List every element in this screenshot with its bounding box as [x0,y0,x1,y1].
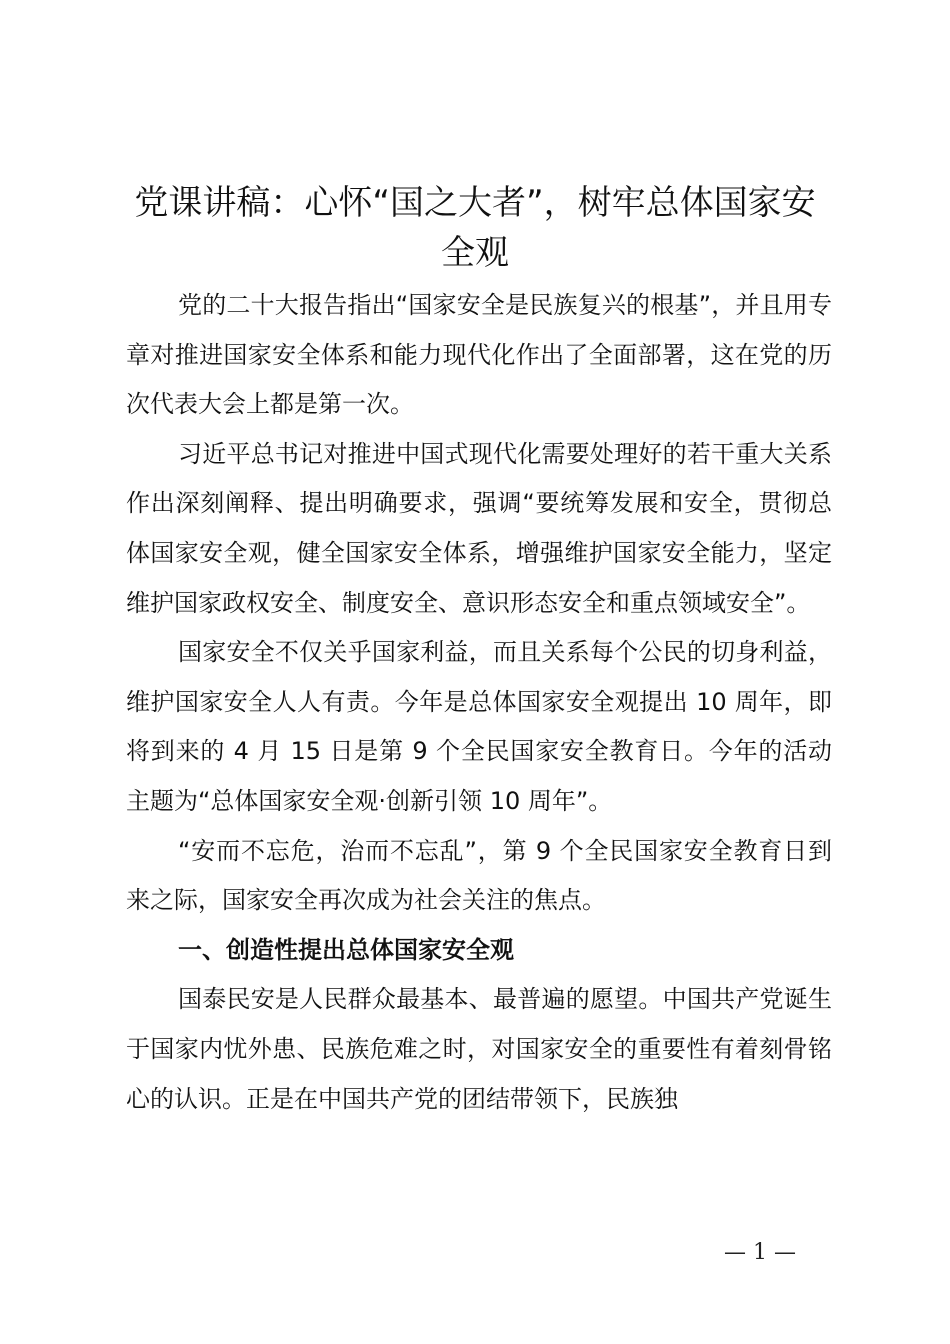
document-title: 党课讲稿：心怀“国之大者”，树牢总体国家安全观 [134,183,816,273]
section-heading: 一、创造性提出总体国家安全观 [178,935,514,964]
paragraph: 国家安全不仅关乎国家利益，而且关系每个公民的切身利益，维护国家安全人人有责。今年是总体国家安全观提出 10 周年，即将到来的 4 月 15 日是第 9 个全民国家安全教育日。今年的活动主题为“总体国家安全观·创新引领 10 周年”。 [126,638,832,815]
paragraph: 国泰民安是人民群众最基本、最普遍的愿望。中国共产党诞生于国家内忧外患、民族危难之时，对国家安全的重要性有着刻骨铭心的认识。正是在中国共产党的团结带领下，民族独 [126,985,832,1113]
paragraph: 党的二十大报告指出“国家安全是民族复兴的根基”，并且用专章对推进国家安全体系和能力现代化作出了全面部署，这在党的历次代表大会上都是第一次。 [126,291,832,419]
document-body [126,281,832,1124]
paragraph: 习近平总书记对推进中国式现代化需要处理好的若干重大关系作出深刻阐释、提出明确要求，强调“要统筹发展和安全，贯彻总体国家安全观，健全国家安全体系，增强维护国家安全能力，坚定维护国家政权安全、制度安全、意识形态安全和重点领域安全”。 [126,439,832,617]
page-number: — 1 — [724,1240,796,1265]
paragraph: “安而不忘危，治而不忘乱”，第 9 个全民国家安全教育日到来之际，国家安全再次成为社会关注的焦点。 [126,836,832,915]
